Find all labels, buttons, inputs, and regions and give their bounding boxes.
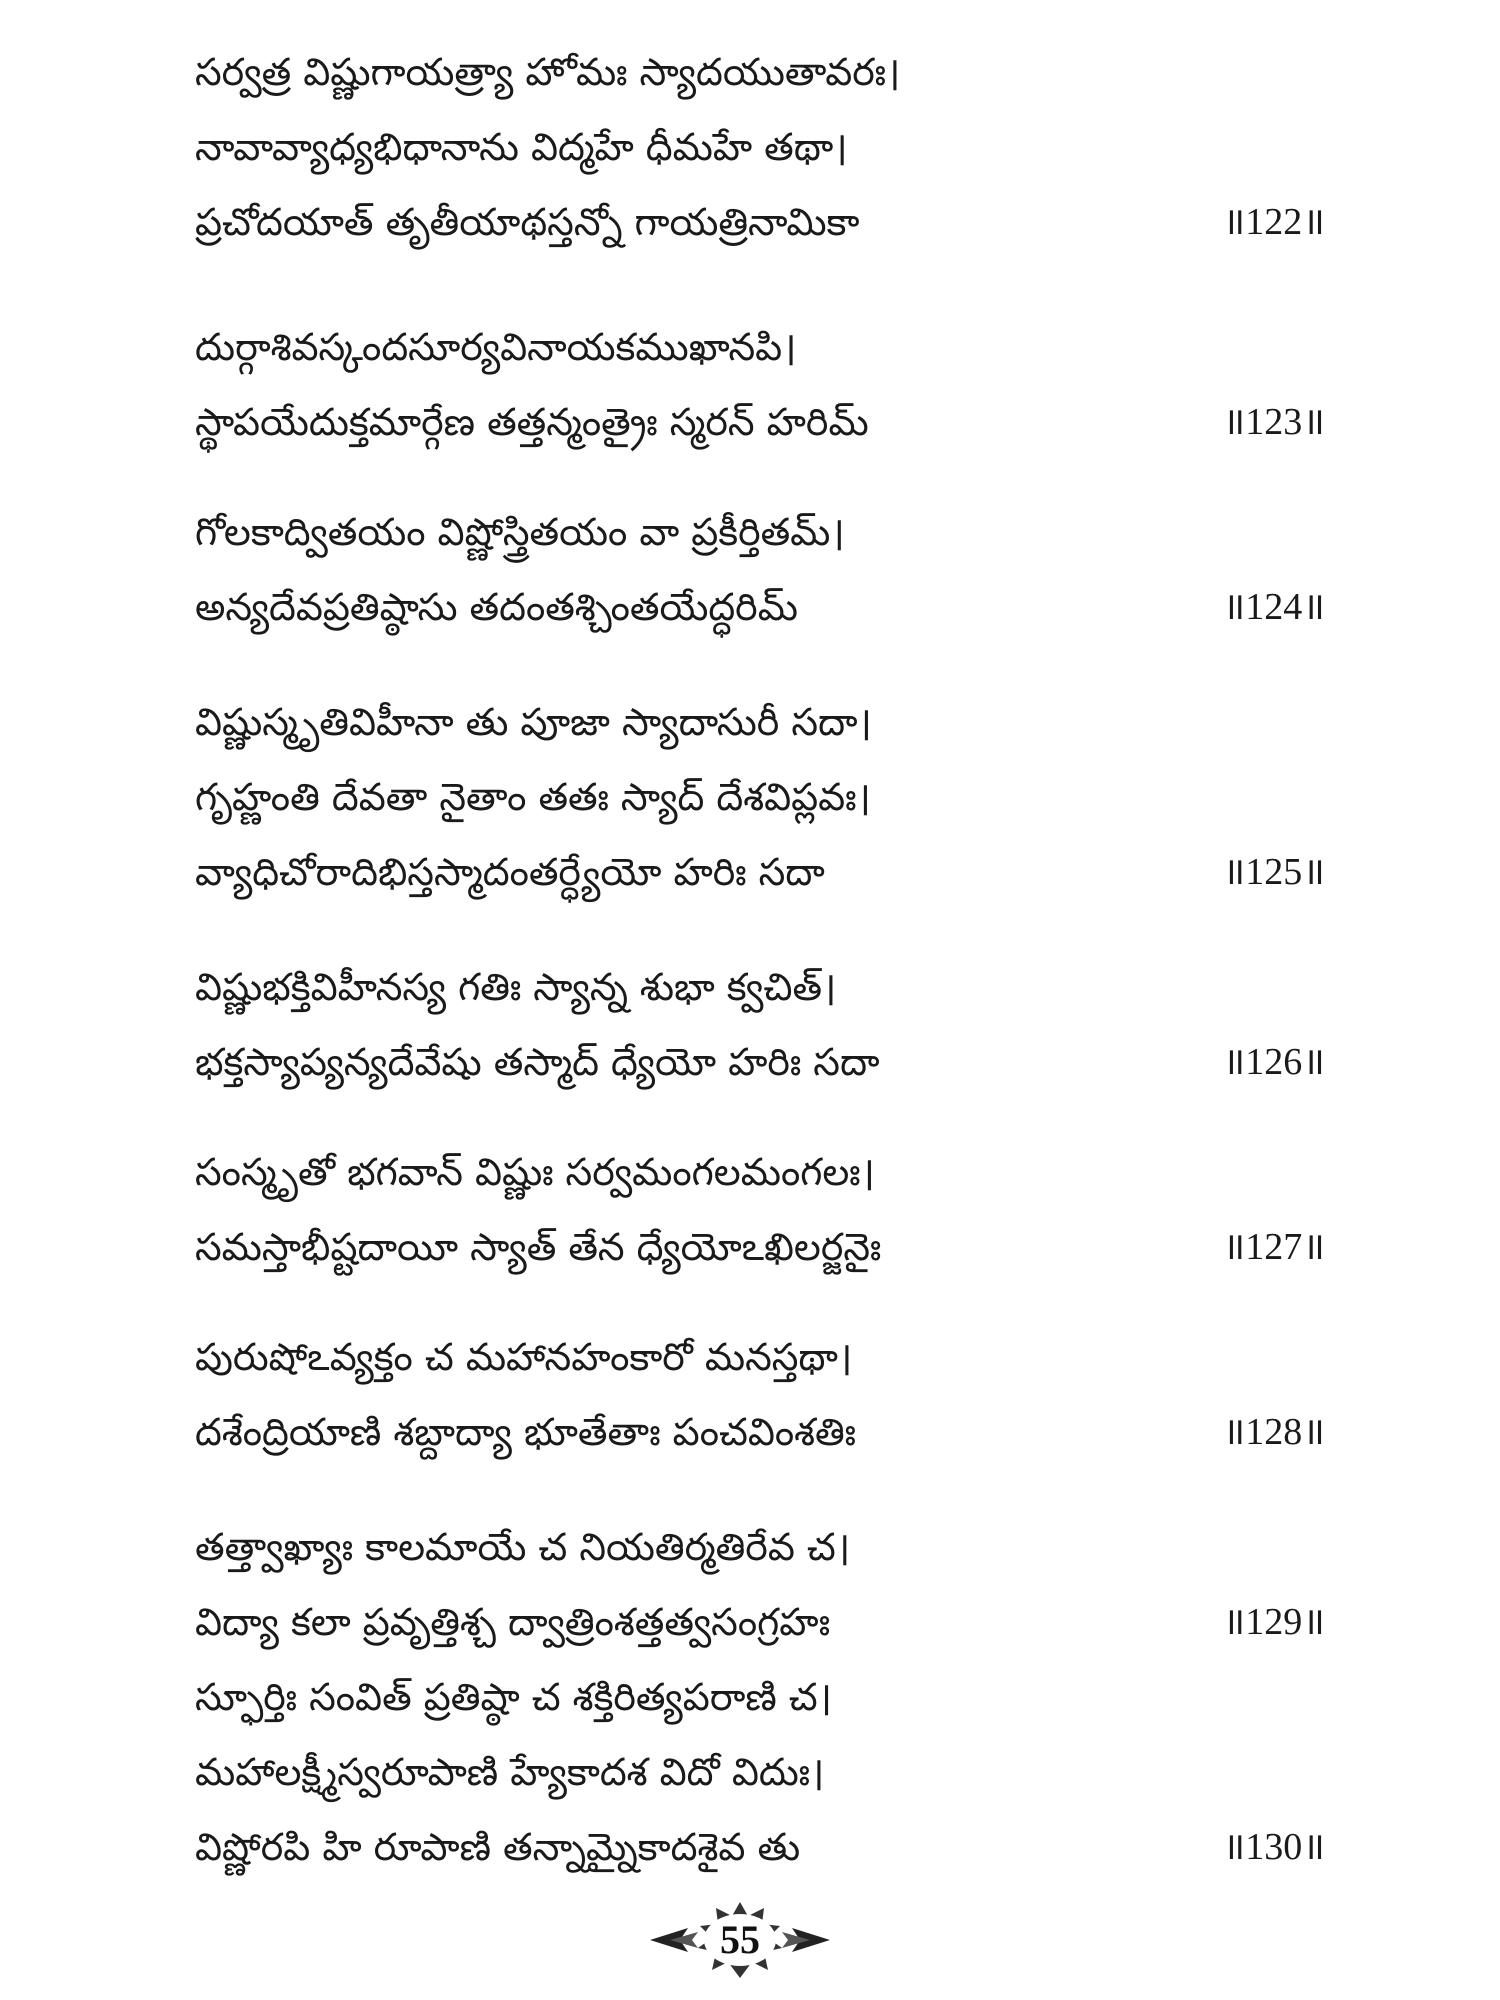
verse-line-text: సమస్తాభీష్టదాయీ స్యాత్ తేన ధ్యేయోఽఖిలర్జనైః <box>195 1225 882 1269</box>
verse-number: ॥127॥ <box>1222 1226 1325 1268</box>
verse-line <box>195 495 1325 570</box>
verse-line-text: సర్వత్ర విష్ణుగాయత్ర్యా హోమః స్యాదయుతావరః। <box>195 50 901 94</box>
verse-line-text: విద్యా కలా ప్రవృత్తిశ్చ ద్వాత్రింశత్తత్వసంగ్రహః <box>195 1600 831 1644</box>
verse-block <box>195 495 1325 645</box>
verse-line-text: సంస్మృతో భగవాన్ విష్ణుః సర్వమంగలమంగలః। <box>195 1150 875 1194</box>
verse-number: ॥123॥ <box>1222 401 1325 443</box>
verse-line <box>195 1025 1325 1100</box>
verse-line <box>195 110 1325 185</box>
verse-line <box>195 385 1325 460</box>
verse-line-text: స్థాపయేదుక్తమార్గేణ తత్తన్మంత్రైః స్మరన్ హరిమ్ <box>195 400 869 444</box>
verse-line <box>195 1320 1325 1395</box>
verse-line-text: గృహ్ణంతి దేవతా నైతాం తతః స్యాద్ దేశవిప్లవః। <box>195 775 871 819</box>
verse-number: ॥122॥ <box>1222 201 1325 243</box>
verse-block <box>195 685 1325 910</box>
verse-line <box>195 35 1325 110</box>
verse-line-text: వ్యాధిచోరాదిభిస్తస్మాదంతర్ధ్యేయో హరిః సదా <box>195 850 825 894</box>
verse-line-text: నావావ్యాధ్యభిధానాను విద్మహే ధీమహే తథా। <box>195 125 848 169</box>
verse-line <box>195 685 1325 760</box>
verse-block <box>195 1320 1325 1470</box>
verse-line-text: పురుషోఽవ్యక్తం చ మహానహంకారో మనస్తథా। <box>195 1335 853 1379</box>
verse-block <box>195 1510 1325 1660</box>
verse-line-text: విష్ణుస్మృతివిహీనా తు పూజా స్యాదాసురీ సదా। <box>195 700 872 744</box>
verse-line <box>195 1395 1325 1470</box>
verse-number: ॥124॥ <box>1222 586 1325 628</box>
verse-line <box>195 1660 1325 1735</box>
verse-block <box>195 950 1325 1100</box>
verse-number: ॥129॥ <box>1222 1601 1325 1643</box>
verse-line-text: విష్ణుభక్తివిహీనస్య గతిః స్యాన్న శుభా క్వచిత్। <box>195 965 837 1009</box>
verse-line <box>195 1135 1325 1210</box>
verse-line <box>195 570 1325 645</box>
verse-number: ॥126॥ <box>1222 1041 1325 1083</box>
verse-line-text: దశేంద్రియాణి శబ్దాద్యా భూతేతాః పంచవింశతిః <box>195 1410 856 1454</box>
verse-line <box>195 1210 1325 1285</box>
verse-number: ॥128॥ <box>1222 1411 1325 1453</box>
verse-line-text: విష్ణోరపి హి రూపాణి తన్నామ్నైకాదశైవ తు <box>195 1825 801 1869</box>
verse-line <box>195 760 1325 835</box>
verse-block <box>195 35 1325 260</box>
verse-line-text: ప్రచోదయాత్ తృతీయాథస్తన్నో గాయత్రినామికా <box>195 200 860 244</box>
verse-block <box>195 1135 1325 1285</box>
verse-line-text: స్ఫూర్తిః సంవిత్ ప్రతిష్ఠా చ శక్తిరిత్యపరాణి చ। <box>195 1675 833 1719</box>
verse-line <box>195 950 1325 1025</box>
verse-line-text: మహాలక్ష్మీస్వరూపాణి హ్యేకాదశ విదో విదుః। <box>195 1750 825 1794</box>
verse-line <box>195 310 1325 385</box>
verse-line <box>195 1585 1325 1660</box>
page-number: 55 <box>720 1917 760 1962</box>
verse-line <box>195 1510 1325 1585</box>
verse-block <box>195 310 1325 460</box>
verse-line <box>195 835 1325 910</box>
verse-line <box>195 185 1325 260</box>
verse-block <box>195 1660 1325 1885</box>
verse-line-text: అన్యదేవప్రతిష్ఠాసు తదంతశ్చింతయేద్ధరిమ్ <box>195 585 798 629</box>
page-footer <box>640 1900 840 1980</box>
verse-line <box>195 1735 1325 1810</box>
verse-number: ॥130॥ <box>1222 1826 1325 1868</box>
verse-line-text: భక్తస్యాప్యన్యదేవేషు తస్మాద్ ధ్యేయో హరిః సదా <box>195 1040 880 1084</box>
verse-line-text: తత్త్వాఖ్యాః కాలమాయే చ నియతిర్మతిరేవ చ। <box>195 1525 851 1569</box>
verse-line-text: గోలకాద్వితయం విష్ణోస్త్రితయం వా ప్రకీర్తితమ్। <box>195 510 845 554</box>
verse-line <box>195 1810 1325 1885</box>
verse-line-text: దుర్గాశివస్కందసూర్యవినాయకముఖానపి। <box>195 325 797 369</box>
verse-number: ॥125॥ <box>1222 851 1325 893</box>
